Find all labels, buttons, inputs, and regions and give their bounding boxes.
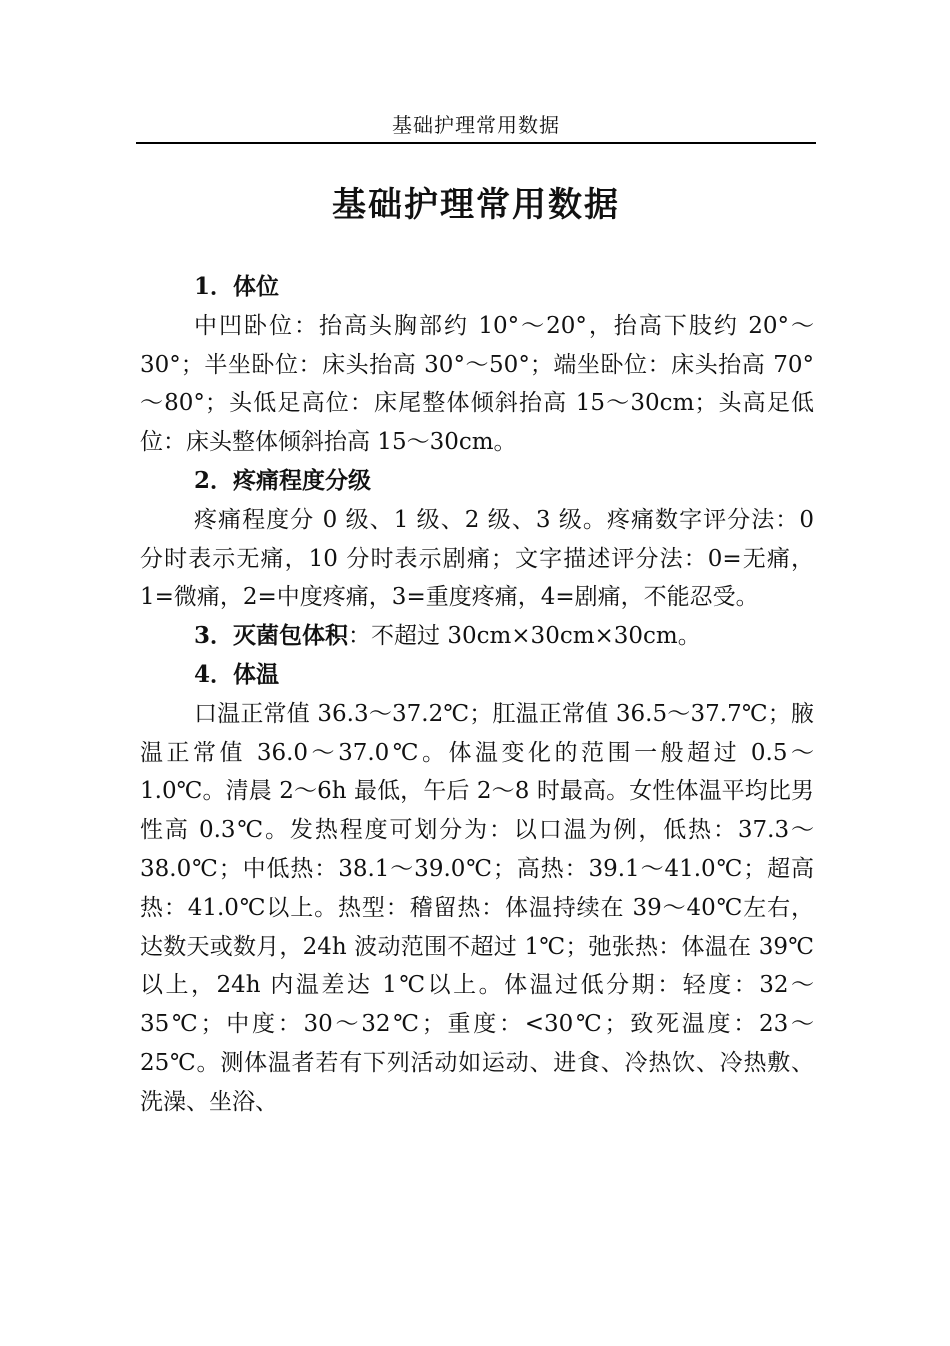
section-number: 3． [194, 622, 234, 650]
section-number: 4． [194, 660, 234, 688]
running-header: 基础护理常用数据 [392, 113, 560, 137]
section-number: 1． [194, 273, 234, 300]
section-paragraph-4: 口温正常值 36.3～37.2℃；肛温正常值 36.5～37.7℃；腋温正常值 36.0～37.0℃。体温变化的范围一般超过 0.5～1.0℃。清晨 2～6h 最低，午后 2～8 时最高。女性体温平均比男性高 0.3℃。发热程度可划分为：以口温为例，低热：37.3～38.0℃；中低热：38.1～39.0℃；高热：39.1～41.0℃；超高热：41.0℃以上。热型：稽留热：体温持续在 39～40℃左右，达数天或数月，24h 波动范围不超过 1℃；弛张热：体温在 39℃以上，24h 内温差达 1℃以上。体温过低分期：轻度：32～35℃；中度：30～32℃；重度：<30℃；致死温度：23～25℃。测体温者若有下列活动如运动、进食、冷热饮、冷热敷、洗澡、坐浴、 [140, 700, 814, 1115]
section-title: 体温 [233, 661, 280, 688]
section-heading-4 [140, 656, 814, 695]
section-paragraph-2: 疼痛程度分 0 级、1 级、2 级、3 级。疼痛数字评分法：0 分时表示无痛，10 分时表示剧痛；文字描述评分法：0=无痛，1=微痛，2=中度疼痛，3=重度疼痛，4=剧痛，不能忍受。 [140, 506, 814, 611]
section-heading-3 [140, 617, 814, 656]
section-heading-2 [140, 462, 814, 501]
section-paragraph-1: 中凹卧位：抬高头胸部约 10°～20°，抬高下肢约 20°～30°；半坐卧位：床头抬高 30°～50°；端坐卧位：床头抬高 70°～80°；头低足高位：床尾整体倾斜抬高 15～30cm；头高足低位：床头整体倾斜抬高 15～30cm。 [140, 312, 815, 456]
section-number: 2． [194, 466, 234, 494]
section-inline-text: ：不超过 30cm×30cm×30cm。 [348, 623, 701, 650]
header-rule [136, 142, 816, 144]
section-title: 疼痛程度分级 [233, 467, 372, 494]
document-body [140, 268, 814, 1122]
section-title: 灭菌包体积 [233, 623, 349, 650]
section-title: 体位 [233, 274, 280, 300]
section-heading-1 [140, 268, 814, 307]
document-title: 基础护理常用数据 [332, 185, 620, 225]
